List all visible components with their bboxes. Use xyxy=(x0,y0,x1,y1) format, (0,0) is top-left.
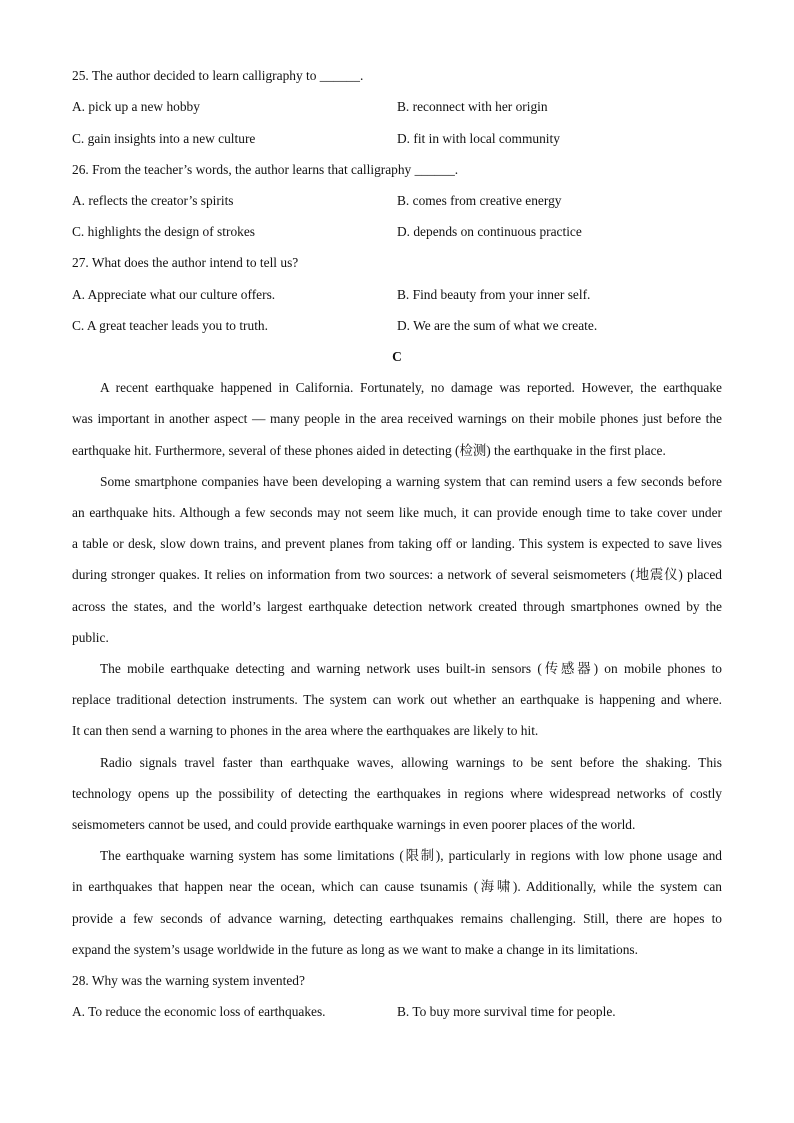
passage-line: It can then send a warning to phones in the area where the earthquakes are likely to hit. xyxy=(72,723,539,738)
question-26-stem: 26. From the teacher’s words, the author learns that calligraphy ______. xyxy=(72,162,459,177)
passage-line: Radio signals travel faster than earthquake waves, allowing warnings to be sent before the shaking. This xyxy=(100,755,722,770)
question-26-option-c: C. highlights the design of strokes xyxy=(72,224,255,239)
passage-line: public. xyxy=(72,630,109,645)
passage-line: The earthquake warning system has some limitations (限制), particularly in regions with low phone usage and xyxy=(100,848,722,863)
passage-line: The mobile earthquake detecting and warning network uses built-in sensors (传感器) on mobile phones to xyxy=(100,661,722,676)
passage-line: A recent earthquake happened in California. Fortunately, no damage was reported. However, the earthquake xyxy=(100,380,722,395)
question-25-stem: 25. The author decided to learn calligraphy to ______. xyxy=(72,68,364,83)
passage-line: in earthquakes that happen near the ocean, which can cause tsunamis (海啸). Additionally, while the system can xyxy=(72,879,722,894)
question-27-option-d: D. We are the sum of what we create. xyxy=(397,318,598,333)
question-27-option-b: B. Find beauty from your inner self. xyxy=(397,287,591,302)
question-26-option-b: B. comes from creative energy xyxy=(397,193,562,208)
question-28-option-a: A. To reduce the economic loss of earthquakes. xyxy=(72,1004,326,1019)
question-25-option-a: A. pick up a new hobby xyxy=(72,99,200,114)
question-26-option-d: D. depends on continuous practice xyxy=(397,224,582,239)
question-25-option-c: C. gain insights into a new culture xyxy=(72,131,256,146)
passage-line: earthquake hit. Furthermore, several of these phones aided in detecting (检测) the earthquake in the first place. xyxy=(72,443,666,458)
question-27-option-c: C. A great teacher leads you to truth. xyxy=(72,318,268,333)
passage-line: during stronger quakes. It relies on information from two sources: a network of several seismometers (地震仪) placed xyxy=(72,567,722,582)
question-25-option-d: D. fit in with local community xyxy=(397,131,560,146)
question-27-stem: 27. What does the author intend to tell us? xyxy=(72,255,299,270)
question-26-option-a: A. reflects the creator’s spirits xyxy=(72,193,234,208)
passage-line: across the states, and the world’s largest earthquake detection network created through smartphones owned by the xyxy=(72,599,722,614)
passage-line: expand the system’s usage worldwide in the future as long as we want to make a change in its limitations. xyxy=(72,942,638,957)
passage-line: Some smartphone companies have been developing a warning system that can remind users a few seconds before xyxy=(100,474,722,489)
section-heading: C xyxy=(392,349,402,364)
passage-line: technology opens up the possibility of detecting the earthquakes in regions where widespread networks of costly xyxy=(72,786,722,801)
passage-line: an earthquake hits. Although a few seconds may not seem like much, it can provide enough time to take cover under xyxy=(72,505,722,520)
passage-line: was important in another aspect — many people in the area received warnings on their mobile phones just before the xyxy=(72,411,722,426)
question-28-stem: 28. Why was the warning system invented? xyxy=(72,973,305,988)
question-28-option-b: B. To buy more survival time for people. xyxy=(397,1004,616,1019)
passage-line: provide a few seconds of advance warning, detecting earthquakes remains challenging. Still, there are hopes to xyxy=(72,911,722,926)
question-27-option-a: A. Appreciate what our culture offers. xyxy=(72,287,276,302)
question-25-option-b: B. reconnect with her origin xyxy=(397,99,548,114)
passage-line: replace traditional detection instruments. The system can work out whether an earthquake is happening and where. xyxy=(72,692,722,707)
passage-line: seismometers cannot be used, and could provide earthquake warnings in even poorer places of the world. xyxy=(72,817,636,832)
passage-line: a table or desk, slow down trains, and prevent planes from taking off or landing. This system is expected to save lives xyxy=(72,536,722,551)
